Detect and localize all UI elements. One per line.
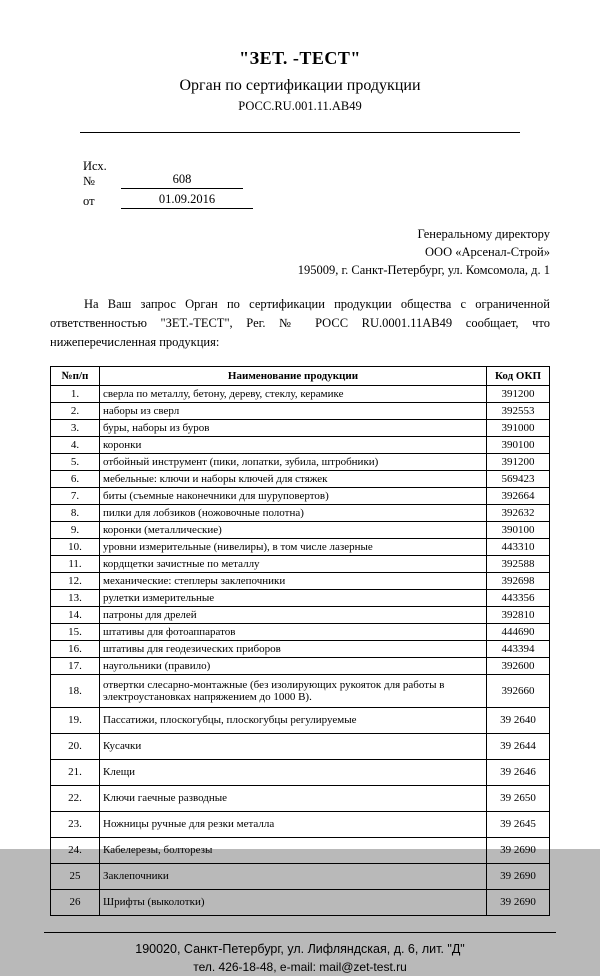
table-cell-name: штативы для геодезических приборов <box>100 640 487 657</box>
table-cell-number: 3. <box>51 419 100 436</box>
organization-subtitle: Орган по сертификации продукции <box>179 77 421 94</box>
table-cell-number: 6. <box>51 470 100 487</box>
organization-title: "ЗЕТ. -ТЕСТ" <box>239 48 361 68</box>
table-cell-number: 22. <box>51 785 100 811</box>
table-cell-name: Пассатижи, плоскогубцы, плоскогубцы регулируемые <box>100 707 487 733</box>
table-header-code: Код ОКП <box>487 366 550 385</box>
table-cell-code: 391000 <box>487 419 550 436</box>
table-cell-code: 39 2646 <box>487 759 550 785</box>
table-header-number: №п/п <box>51 366 100 385</box>
table-row <box>51 811 550 837</box>
table-cell-name: уровни измерительные (нивелиры), в том числе лазерные <box>100 538 487 555</box>
table-row <box>51 521 550 538</box>
table-cell-code: 391200 <box>487 453 550 470</box>
table-row <box>51 707 550 733</box>
products-table <box>50 366 550 916</box>
table-row <box>51 453 550 470</box>
table-cell-number: 16. <box>51 640 100 657</box>
table-cell-code: 443310 <box>487 538 550 555</box>
table-cell-name: буры, наборы из буров <box>100 419 487 436</box>
table-cell-code: 39 2690 <box>487 863 550 889</box>
table-row <box>51 504 550 521</box>
table-cell-number: 1. <box>51 385 100 402</box>
table-header-row <box>51 366 550 385</box>
table-cell-name: отбойный инструмент (пики, лопатки, зубила, штробники) <box>100 453 487 470</box>
table-row <box>51 657 550 674</box>
outgoing-number-row <box>83 159 562 189</box>
table-cell-name: Клещи <box>100 759 487 785</box>
table-cell-number: 5. <box>51 453 100 470</box>
table-cell-name: пилки для лобзиков (ножовочные полотна) <box>100 504 487 521</box>
table-cell-number: 20. <box>51 733 100 759</box>
addressee-line-3: 195009, г. Санкт-Петербург, ул. Комсомола, д. 1 <box>297 263 550 278</box>
table-cell-name: Заклепочники <box>100 863 487 889</box>
outgoing-date-row <box>83 192 562 209</box>
table-cell-code: 444690 <box>487 623 550 640</box>
table-cell-code: 569423 <box>487 470 550 487</box>
table-cell-name: Ключи гаечные разводные <box>100 785 487 811</box>
table-cell-name: коронки <box>100 436 487 453</box>
table-cell-code: 39 2690 <box>487 889 550 915</box>
table-cell-name: Шрифты (выколотки) <box>100 889 487 915</box>
table-cell-name: сверла по металлу, бетону, дереву, стеклу, керамике <box>100 385 487 402</box>
footer-contacts: тел. 426-18-48, e-mail: mail@zet-test.ru <box>193 960 407 975</box>
organization-registration: РОСС.RU.001.11.АВ49 <box>238 99 362 113</box>
table-cell-name: рулетки измерительные <box>100 589 487 606</box>
table-cell-name: биты (съемные наконечники для шуруповертов) <box>100 487 487 504</box>
table-row <box>51 555 550 572</box>
table-cell-code: 39 2690 <box>487 837 550 863</box>
table-cell-number: 26 <box>51 889 100 915</box>
table-row <box>51 759 550 785</box>
table-cell-number: 14. <box>51 606 100 623</box>
table-cell-number: 2. <box>51 402 100 419</box>
table-cell-number: 15. <box>51 623 100 640</box>
table-cell-number: 10. <box>51 538 100 555</box>
table-row <box>51 436 550 453</box>
table-cell-number: 8. <box>51 504 100 521</box>
table-row <box>51 402 550 419</box>
table-cell-code: 39 2650 <box>487 785 550 811</box>
table-cell-name: отвертки слесарно-монтажные (без изолирующих рукояток для работы в электроустановках напряжением до 1000 В). <box>100 674 487 707</box>
table-cell-name: мебельные: ключи и наборы ключей для стяжек <box>100 470 487 487</box>
footer-divider <box>44 932 556 933</box>
body-paragraph: На Ваш запрос Орган по сертификации продукции общества с ограниченной ответственностью "ЗЕТ.-ТЕСТ", Рег. № РОСС RU.0001.11АВ49 сообщает, что нижеперечисленная продукция: <box>50 297 550 349</box>
table-cell-name: механические: степлеры заклепочники <box>100 572 487 589</box>
addressee-block <box>38 225 562 279</box>
table-row <box>51 419 550 436</box>
table-cell-code: 443394 <box>487 640 550 657</box>
table-cell-number: 24. <box>51 837 100 863</box>
addressee-line-2: ООО «Арсенал-Строй» <box>425 245 550 260</box>
table-cell-number: 4. <box>51 436 100 453</box>
table-cell-name: Ножницы ручные для резки металла <box>100 811 487 837</box>
document-sheet <box>38 18 562 975</box>
table-cell-code: 392660 <box>487 674 550 707</box>
table-cell-code: 392810 <box>487 606 550 623</box>
table-cell-number: 9. <box>51 521 100 538</box>
table-cell-code: 443356 <box>487 589 550 606</box>
table-cell-code: 392588 <box>487 555 550 572</box>
table-cell-code: 390100 <box>487 521 550 538</box>
table-cell-code: 39 2645 <box>487 811 550 837</box>
table-cell-number: 7. <box>51 487 100 504</box>
table-row <box>51 785 550 811</box>
table-cell-code: 392600 <box>487 657 550 674</box>
table-row <box>51 640 550 657</box>
table-row <box>51 674 550 707</box>
table-cell-name: Кабелерезы, болторезы <box>100 837 487 863</box>
table-cell-number: 17. <box>51 657 100 674</box>
table-body <box>51 385 550 915</box>
table-cell-number: 19. <box>51 707 100 733</box>
footer-block <box>38 940 562 976</box>
table-cell-code: 392664 <box>487 487 550 504</box>
table-cell-number: 13. <box>51 589 100 606</box>
table-row <box>51 837 550 863</box>
table-header-name: Наименование продукции <box>100 366 487 385</box>
table-cell-name: наугольники (правило) <box>100 657 487 674</box>
table-cell-code: 392632 <box>487 504 550 521</box>
addressee-line-1: Генеральному директору <box>417 227 550 241</box>
table-cell-name: коронки (металлические) <box>100 521 487 538</box>
table-cell-name: кордщетки зачистные по металлу <box>100 555 487 572</box>
table-cell-name: штативы для фотоаппаратов <box>100 623 487 640</box>
table-cell-code: 39 2644 <box>487 733 550 759</box>
table-cell-code: 392553 <box>487 402 550 419</box>
table-cell-code: 39 2640 <box>487 707 550 733</box>
table-row <box>51 572 550 589</box>
table-row <box>51 889 550 915</box>
table-row <box>51 385 550 402</box>
outgoing-number-value: 608 <box>121 172 243 189</box>
table-cell-number: 23. <box>51 811 100 837</box>
table-row <box>51 589 550 606</box>
table-row <box>51 470 550 487</box>
outgoing-date-label: от <box>83 194 95 208</box>
outgoing-block <box>38 159 562 209</box>
outgoing-date-value: 01.09.2016 <box>121 192 253 209</box>
table-cell-name: патроны для дрелей <box>100 606 487 623</box>
table-cell-number: 18. <box>51 674 100 707</box>
table-cell-number: 11. <box>51 555 100 572</box>
table-cell-code: 391200 <box>487 385 550 402</box>
table-cell-name: Кусачки <box>100 733 487 759</box>
table-row <box>51 623 550 640</box>
table-row <box>51 606 550 623</box>
table-row <box>51 733 550 759</box>
table-cell-code: 392698 <box>487 572 550 589</box>
table-row <box>51 487 550 504</box>
table-row <box>51 538 550 555</box>
table-cell-code: 390100 <box>487 436 550 453</box>
table-cell-number: 12. <box>51 572 100 589</box>
header-divider <box>80 132 520 133</box>
table-cell-number: 25 <box>51 863 100 889</box>
table-cell-number: 21. <box>51 759 100 785</box>
footer-address: 190020, Санкт-Петербург, ул. Лифляндская, д. 6, лит. "Д" <box>135 941 465 956</box>
outgoing-number-label: Исх. № <box>83 159 107 188</box>
table-row <box>51 863 550 889</box>
table-cell-name: наборы из сверл <box>100 402 487 419</box>
